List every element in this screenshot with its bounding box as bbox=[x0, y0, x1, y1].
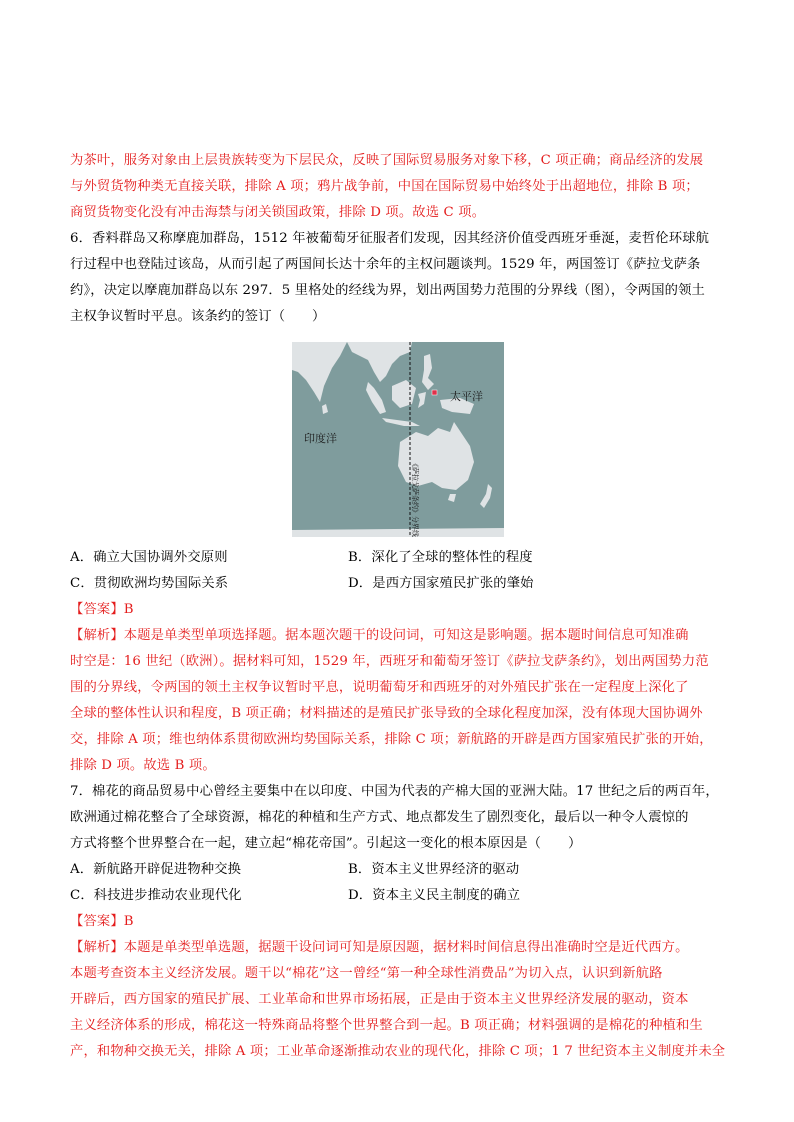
treaty-map bbox=[292, 342, 504, 537]
option-letter: A． bbox=[70, 862, 94, 877]
text-line: 与外贸货物种类无直接关联，排除 A 项；鸦片战争前，中国在国际贸易中始终处于出超地位，排除 B 项； bbox=[70, 179, 699, 194]
question-stem-line: 欧洲通过棉花整合了全球资源，棉花的种植和生产方式、地点都发生了剧烈变化，最后以一种令人震惊的 bbox=[70, 810, 689, 825]
map-figure bbox=[292, 342, 504, 537]
option-text: 是西方国家殖民扩张的肇始 bbox=[372, 576, 534, 591]
answer-label: 【答案】 bbox=[70, 602, 124, 617]
option-letter: B． bbox=[348, 862, 372, 877]
text-line: 排除 D 项。故选 B 项。 bbox=[70, 758, 216, 773]
options-row bbox=[70, 545, 730, 571]
option-text: 资本主义民主制度的确立 bbox=[372, 888, 521, 903]
explanation bbox=[70, 935, 730, 1065]
option-b[interactable] bbox=[348, 545, 626, 571]
question-stem-line: 7．棉花的商品贸易中心曾经主要集中在以印度、中国为代表的产棉大国的亚洲大陆。17 世纪之后的两百年， bbox=[70, 784, 719, 799]
option-text: 新航路开辟促进物种交换 bbox=[93, 862, 242, 877]
text-line: 时空是：16 世纪（欧洲）。据材料可知，1529 年，西班牙和葡萄牙签订《萨拉戈萨条约》，划出两国势力范 bbox=[70, 654, 709, 669]
text-line: 【解析】本题是单类型单项选择题。据本题次题干的设问词，可知这是影响题。据本题时间信息可知准确 bbox=[70, 628, 689, 643]
option-c[interactable] bbox=[70, 883, 348, 909]
answer-value: B bbox=[123, 602, 134, 617]
option-letter: C． bbox=[70, 888, 94, 903]
previous-explanation bbox=[70, 148, 730, 226]
document-page bbox=[70, 148, 730, 1065]
option-letter: B． bbox=[348, 550, 372, 565]
option-text: 资本主义世界经济的驱动 bbox=[371, 862, 520, 877]
question-stem-line: 主权争议暂时平息。该条约的签订（ ） bbox=[70, 309, 326, 324]
option-text: 贯彻欧洲均势国际关系 bbox=[93, 576, 229, 591]
question-stem-line: 6．香料群岛又称摩鹿加群岛，1512 年被葡萄牙征服者们发现，因其经济价值受西班牙垂涎，麦哲伦环球航 bbox=[70, 231, 710, 246]
option-b[interactable] bbox=[348, 857, 626, 883]
answer-label: 【答案】 bbox=[70, 914, 124, 929]
text-line: 主义经济体系的形成，棉花这一特殊商品将整个世界整合到一起。B 项正确；材料强调的是棉花的种植和生 bbox=[70, 1018, 703, 1033]
option-letter: D． bbox=[348, 888, 373, 903]
label-treaty-line: 《萨拉戈萨条约》分界线 bbox=[411, 460, 419, 537]
option-letter: C． bbox=[70, 576, 94, 591]
explanation bbox=[70, 623, 730, 779]
text-line: 商贸货物变化没有冲击海禁与闭关锁国政策，排除 D 项。故选 C 项。 bbox=[70, 205, 486, 220]
label-indian: 印度洋 bbox=[304, 432, 337, 445]
question-7 bbox=[70, 779, 730, 1065]
text-line: 围的分界线，令两国的领土主权争议暂时平息，说明葡萄牙和西班牙的对外殖民扩张在一定程度上深化了 bbox=[70, 680, 689, 695]
option-a[interactable] bbox=[70, 545, 348, 571]
option-letter: D． bbox=[348, 576, 373, 591]
options-row bbox=[70, 883, 730, 909]
option-d[interactable] bbox=[348, 571, 626, 597]
label-pacific: 太平洋 bbox=[450, 390, 483, 403]
answer-line bbox=[70, 909, 730, 935]
option-d[interactable] bbox=[348, 883, 626, 909]
text-line: 【解析】本题是单类型单选题，据题干设问词可知是原因题，据材料时间信息得出准确时空是近代西方。 bbox=[70, 940, 689, 955]
option-text: 深化了全球的整体性的程度 bbox=[371, 550, 533, 565]
text-line: 开辟后，西方国家的殖民扩展、工业革命和世界市场拓展，正是由于资本主义世界经济发展的驱动，资本 bbox=[70, 992, 689, 1007]
question-6 bbox=[70, 226, 730, 779]
answer-value: B bbox=[123, 914, 134, 929]
question-stem-line: 方式将整个世界整合在一起，建立起“棉花帝国”。引起这一变化的根本原因是（ ） bbox=[70, 836, 582, 851]
answer-line bbox=[70, 597, 730, 623]
option-text: 科技进步推动农业现代化 bbox=[93, 888, 242, 903]
text-line: 全球的整体性认识和程度，B 项正确；材料描述的是殖民扩张导致的全球化程度加深，没有体现大国协调外 bbox=[70, 706, 703, 721]
question-stem-line: 行过程中也登陆过该岛，从而引起了两国间长达十余年的主权问题谈判。1529 年，两国签订《萨拉戈萨条 bbox=[70, 257, 701, 272]
text-line: 交，排除 A 项；维也纳体系贯彻欧洲均势国际关系，排除 C 项；新航路的开辟是西方国家殖民扩张的开始， bbox=[70, 732, 713, 747]
option-c[interactable] bbox=[70, 571, 348, 597]
text-line: 为茶叶，服务对象由上层贵族转变为下层民众，反映了国际贸易服务对象下移，C 项正确；商品经济的发展 bbox=[70, 153, 704, 168]
option-letter: A． bbox=[70, 550, 94, 565]
options-row bbox=[70, 571, 730, 597]
option-a[interactable] bbox=[70, 857, 348, 883]
option-text: 确立大国协调外交原则 bbox=[93, 550, 228, 565]
text-line: 产，和物种交换无关，排除 A 项；工业革命逐渐推动农业的现代化，排除 C 项；1 7 世纪资本主义制度并未全 bbox=[70, 1044, 726, 1059]
moluccas-marker bbox=[432, 390, 437, 395]
question-stem-line: 约》，决定以摩鹿加群岛以东 297．5 里格处的经线为界，划出两国势力范围的分界线（图），令两国的领土 bbox=[70, 283, 706, 298]
text-line: 本题考查资本主义经济发展。题干以“棉花”这一曾经“第一种全球性消费品”为切入点，认识到新航路 bbox=[70, 966, 663, 981]
options-row bbox=[70, 857, 730, 883]
